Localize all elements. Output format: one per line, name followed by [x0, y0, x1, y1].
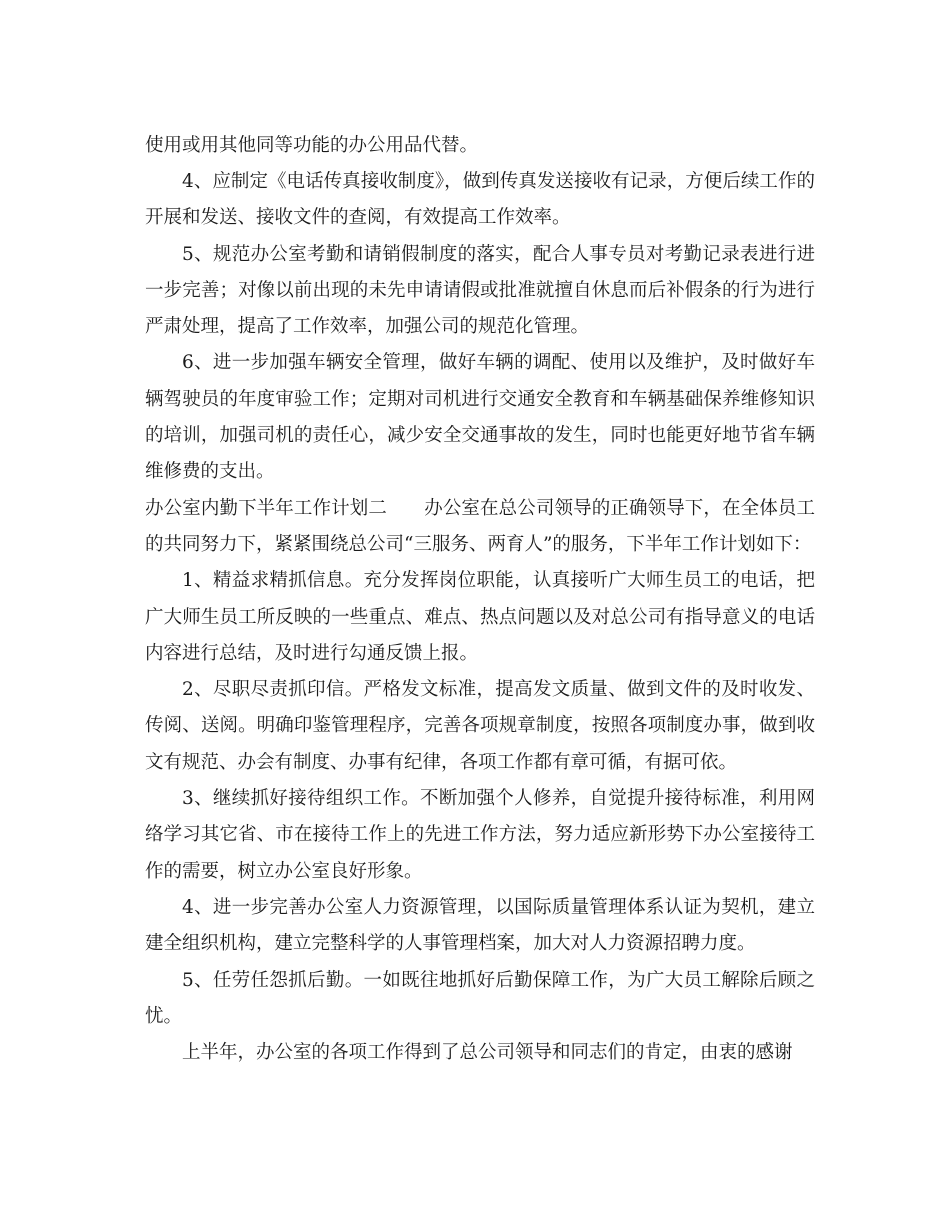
- paragraph-closing: 上半年，办公室的各项工作得到了总公司领导和同志们的肯定，由衷的感谢: [182, 1042, 793, 1064]
- paragraph-continuation: 使用或用其他同等功能的办公用品代替。: [145, 135, 479, 156]
- paragraph-item-6-vehicles: 6、进一步加强车辆安全管理，做好车辆的调配、使用以及维护，及时做好车辆驾驶员的年度审验工作；定期对司机进行交通安全教育和车辆基础保养维修知识的培训，加强司机的责任心，减少安全交通事故的发生，同时也能更好地节省车辆维修费的支出。: [145, 352, 815, 483]
- document-page: [145, 128, 815, 1071]
- paragraph-plan-3-reception: 3、继续抓好接待组织工作。不断加强个人修养，自觉提升接待标准，利用网络学习其它省、市在接待工作上的先进工作方法，努力适应新形势下办公室接待工作的需要，树立办公室良好形象。: [145, 788, 815, 882]
- paragraph-item-4-fax: 4、应制定《电话传真接收制度》，做到传真发送接收有记录，方便后续工作的开展和发送、接收文件的查阅，有效提高工作效率。: [145, 171, 815, 229]
- section-heading-plan-two: 办公室内勤下半年工作计划二 办公室在总公司领导的正确领导下，在全体员工的共同努力下，紧紧围绕总公司“三服务、两育人”的服务，下半年工作计划如下：: [145, 497, 815, 555]
- paragraph-plan-1-information: 1、精益求精抓信息。充分发挥岗位职能，认真接听广大师生员工的电话，把广大师生员工所反映的一些重点、难点、热点问题以及对总公司有指导意义的电话内容进行总结，及时进行勾通反馈上报。: [145, 570, 815, 664]
- paragraph-plan-4-hr: 4、进一步完善办公室人力资源管理，以国际质量管理体系认证为契机，建立建全组织机构，建立完整科学的人事管理档案，加大对人力资源招聘力度。: [145, 896, 815, 955]
- paragraph-item-5-attendance: 5、规范办公室考勤和请销假制度的落实，配合人事专员对考勤记录表进行进一步完善；对像以前出现的未先申请请假或批准就擅自休息而后补假条的行为进行严肃处理，提高了工作效率，加强公司的规范化管理。: [145, 243, 815, 338]
- paragraph-plan-5-logistics: 5、任劳任怨抓后勤。一如既往地抓好后勤保障工作，为广大员工解除后顾之忧。: [145, 969, 815, 1027]
- paragraph-plan-2-seals: 2、尽职尽责抓印信。严格发文标准，提高发文质量、做到文件的及时收发、传阅、送阅。明确印鉴管理程序，完善各项规章制度，按照各项制度办事，做到收文有规范、办会有制度、办事有纪律，各项工作都有章可循，有据可依。: [145, 679, 815, 773]
